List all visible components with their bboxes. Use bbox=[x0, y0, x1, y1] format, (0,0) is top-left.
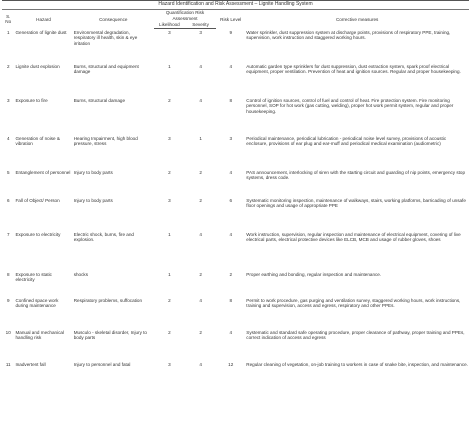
cell-risk: 4 bbox=[229, 63, 233, 69]
cell-hazard: Lignite dust explosion bbox=[15, 63, 60, 69]
cell-hazard: Exposure to static electricity bbox=[15, 271, 52, 283]
table-row bbox=[2, 197, 469, 231]
cell-risk: 4 bbox=[229, 169, 233, 175]
cell-risk: 8 bbox=[229, 97, 233, 103]
cell-severity: 4 bbox=[199, 231, 202, 237]
cell-measures: Permit to work procedure, gas purging and ventilation survey, staggered working hours, work instructions, training and supervision, access and egress, respiratory and other PPEs. bbox=[246, 297, 461, 309]
cell-likelihood: 3 bbox=[168, 361, 171, 367]
table-body bbox=[2, 29, 469, 383]
cell-measures: PAS announcement, interlocking of siren with the starting circuit and guarding of nip points, emergency stop systems, dress code. bbox=[246, 169, 466, 181]
cell-likelihood: 2 bbox=[168, 297, 171, 303]
cell-severity: 4 bbox=[199, 297, 202, 303]
cell-risk: 12 bbox=[228, 361, 234, 367]
cell-hazard: Inadvertent fall bbox=[15, 361, 46, 367]
table-row bbox=[2, 271, 469, 297]
cell-hazard: Entanglement of personnel bbox=[15, 169, 71, 175]
cell-sno: 3 bbox=[6, 97, 10, 103]
cell-consequence: Injury to body parts bbox=[73, 197, 113, 203]
cell-consequence: Injury to personnel and fatal bbox=[73, 361, 131, 367]
cell-hazard: Confined space work during maintenance bbox=[15, 297, 59, 309]
cell-severity: 2 bbox=[199, 197, 202, 203]
cell-measures: Systematic monitoring inspection, maintenance of walkways, stairs, working platforms, barricading of unsafe floor openings and usage of appropriate PPE bbox=[246, 197, 466, 209]
cell-risk: 2 bbox=[229, 271, 233, 277]
cell-measures: Periodical maintenance, periodical lubrication - periodical noise level survey, provisions of acoustic enclosure, provisions of ear plug and ear-muff and periodical medical examination (audiometric) bbox=[246, 135, 447, 147]
cell-measures: Automatic garden type sprinklers for dust suppression, dust extraction system, spark proof electrical equipment, proper ventilation. Prevention of heat and ignition sources. Regular and proper housekeeping. bbox=[246, 63, 461, 75]
cell-severity: 3 bbox=[199, 30, 202, 36]
header-hazard: Hazard bbox=[14, 10, 72, 29]
cell-likelihood: 1 bbox=[168, 271, 171, 277]
cell-sno: 8 bbox=[6, 271, 10, 277]
cell-risk: 9 bbox=[229, 29, 233, 35]
cell-likelihood: 2 bbox=[168, 97, 171, 103]
cell-hazard: Generation of lignite dust bbox=[15, 29, 67, 35]
cell-severity: 2 bbox=[199, 329, 202, 335]
cell-consequence: Electric shock, burns, fire and explosion. bbox=[73, 231, 134, 243]
cell-consequence: Injury to body parts bbox=[73, 169, 113, 175]
header-sno: S. No bbox=[2, 10, 14, 29]
cell-sno: 11 bbox=[5, 361, 11, 367]
cell-risk: 6 bbox=[229, 197, 233, 203]
header-consequence: Consequence bbox=[73, 10, 154, 29]
cell-hazard: Exposure to fire bbox=[15, 97, 48, 103]
cell-hazard: Manual and mechanical handling risk bbox=[15, 329, 64, 341]
cell-risk: 4 bbox=[229, 329, 233, 335]
cell-consequence: Environmental degradation, respiratory ill health, skin & eye irritation bbox=[73, 29, 138, 46]
cell-sno: 2 bbox=[6, 63, 10, 69]
cell-measures: Control of ignition sources, control of fuel and control of heat. Fire protection system. Fire monitoring personnel, SOP for hot work (gas cutting, welding), proper hot work permit system, regular and proper housekeeping. bbox=[246, 97, 454, 114]
header-severity: Severity bbox=[185, 21, 216, 29]
cell-hazard: Exposure to electricity bbox=[15, 231, 61, 237]
cell-sno: 1 bbox=[6, 29, 10, 35]
header-risk-level: Risk Level bbox=[216, 10, 245, 29]
header-likelihood: Likelihood bbox=[154, 21, 185, 29]
table-row bbox=[2, 63, 469, 97]
table-row bbox=[2, 329, 469, 361]
table-row bbox=[2, 297, 469, 329]
table-row bbox=[2, 135, 469, 169]
table-row bbox=[2, 231, 469, 271]
cell-likelihood: 2 bbox=[168, 329, 171, 335]
cell-hazard: Fall of Object/ Person bbox=[15, 197, 60, 203]
cell-sno: 7 bbox=[6, 231, 10, 237]
cell-sno: 9 bbox=[6, 297, 10, 303]
cell-sno: 10 bbox=[5, 329, 11, 335]
cell-consequence: Respiratory problems, suffocation bbox=[73, 297, 143, 303]
cell-consequence: Hearing Impairment, high blood pressure, stress bbox=[73, 135, 138, 147]
cell-severity: 1 bbox=[199, 135, 202, 141]
cell-measures: Systematic and standard safe operating procedure, proper clearance of pathway, proper training and PPEs, correct indication of access and egress bbox=[246, 329, 465, 341]
cell-severity: 4 bbox=[199, 361, 202, 367]
cell-severity: 4 bbox=[199, 97, 202, 103]
cell-likelihood: 2 bbox=[168, 169, 171, 175]
cell-measures: Work instruction, supervision, regular inspection and maintenance of electrical equipment, covering of live electrical parts, electrical protective devices like ELCB, MCB and usage of rubber gloves, shoes bbox=[246, 231, 461, 243]
header-corrective: Corrective measures bbox=[245, 10, 469, 29]
cell-likelihood: 3 bbox=[168, 197, 171, 203]
cell-measures: Water sprinkler, dust suppression system at discharge points, provisions of respiratory PPE, training, supervision, work instruction and staggered working hours. bbox=[246, 29, 451, 41]
table-row bbox=[2, 169, 469, 197]
cell-sno: 4 bbox=[6, 135, 10, 141]
table-row bbox=[2, 361, 469, 383]
cell-consequence: Burns, structural and equipment damage bbox=[73, 63, 139, 75]
cell-sno: 5 bbox=[6, 169, 10, 175]
cell-severity: 4 bbox=[199, 63, 202, 69]
cell-consequence: Burns, structural damage bbox=[73, 97, 126, 103]
table-row bbox=[2, 97, 469, 135]
cell-measures: Regular cleaning of vegetation, on-job training to workers in case of snake bite, inspection, and maintenance. bbox=[246, 361, 468, 367]
cell-consequence: shocks bbox=[73, 271, 89, 277]
hazard-risk-table bbox=[2, 0, 469, 383]
cell-risk: 3 bbox=[229, 135, 233, 141]
cell-severity: 2 bbox=[199, 271, 202, 277]
cell-risk: 8 bbox=[229, 297, 233, 303]
table-title: Hazard Identification and Risk Assessment – Lignite Handling System bbox=[2, 1, 469, 10]
cell-consequence: Musculo - skeletal disorder, Injury to body parts bbox=[73, 329, 147, 341]
cell-severity: 2 bbox=[199, 169, 202, 175]
cell-likelihood: 1 bbox=[168, 63, 171, 69]
cell-likelihood: 1 bbox=[168, 231, 171, 237]
table-row bbox=[2, 29, 469, 63]
header-quantification: Quantification Risk Assessment bbox=[154, 10, 216, 22]
cell-measures: Proper earthing and bonding, regular inspection and maintenance. bbox=[246, 271, 382, 277]
cell-hazard: Generation of noise & vibration bbox=[15, 135, 60, 147]
cell-sno: 6 bbox=[6, 197, 10, 203]
cell-likelihood: 3 bbox=[168, 135, 171, 141]
cell-likelihood: 3 bbox=[168, 30, 171, 36]
cell-risk: 4 bbox=[229, 231, 233, 237]
